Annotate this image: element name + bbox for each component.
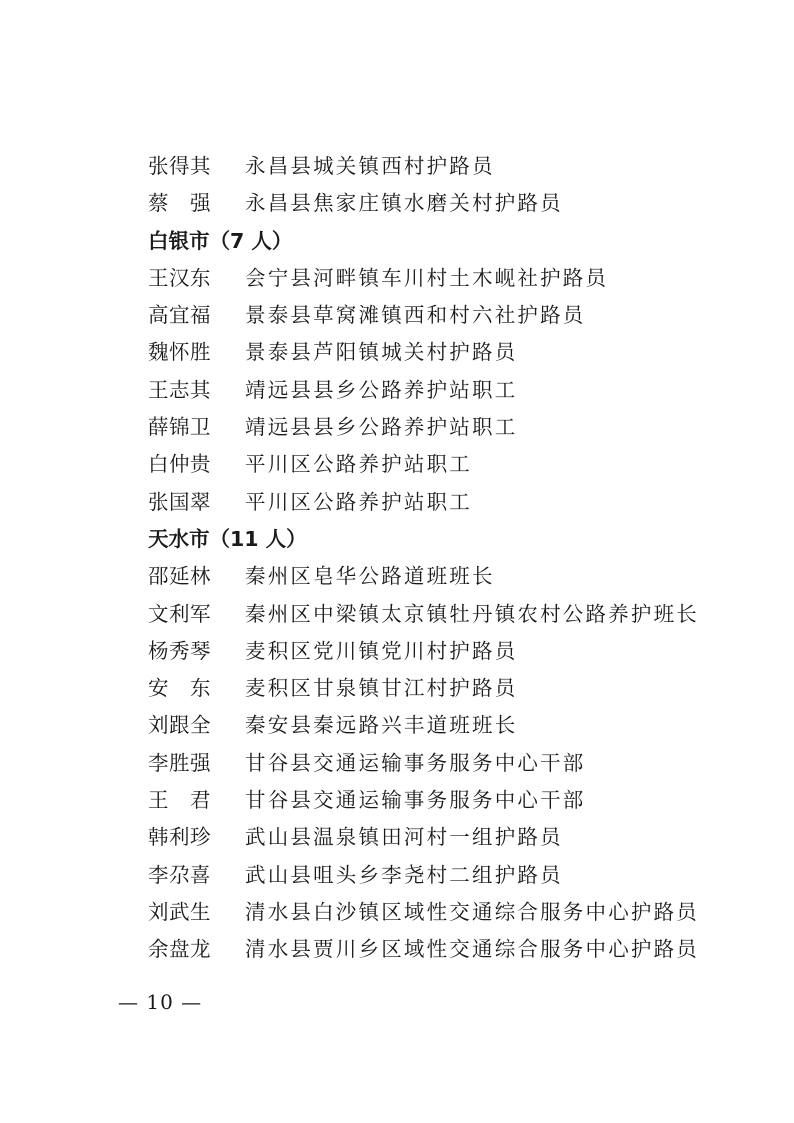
list-item <box>148 894 768 931</box>
person-unit: 麦积区党川镇党川村护路员 <box>245 638 518 663</box>
list-item <box>148 782 768 819</box>
person-unit: 靖远县县乡公路养护站职工 <box>245 377 518 402</box>
person-name: 蔡 强 <box>148 191 211 216</box>
person-unit: 景泰县芦阳镇城关村护路员 <box>245 340 518 365</box>
page-number: — 10 — <box>118 990 203 1014</box>
person-name: 魏怀胜 <box>148 340 211 365</box>
person-unit: 平川区公路养护站职工 <box>245 452 472 477</box>
person-name: 余盘龙 <box>148 937 211 962</box>
person-unit: 清水县贾川乡区域性交通综合服务中心护路员 <box>245 937 699 962</box>
list-item <box>148 409 768 446</box>
person-name: 杨秀琴 <box>148 638 211 663</box>
list-item <box>148 484 768 521</box>
person-unit: 秦安县秦远路兴丰道班班长 <box>245 713 518 738</box>
honoree-list <box>148 148 768 969</box>
person-unit: 平川区公路养护站职工 <box>245 489 472 514</box>
person-unit: 会宁县河畔镇车川村土木岘社护路员 <box>245 265 609 290</box>
person-name: 王志其 <box>148 377 211 402</box>
person-name: 刘跟全 <box>148 713 211 738</box>
list-item <box>148 185 768 222</box>
list-item <box>148 297 768 334</box>
person-name: 李尕喜 <box>148 862 211 887</box>
person-unit: 武山县温泉镇田河村一组护路员 <box>245 825 563 850</box>
list-item <box>148 670 768 707</box>
person-unit: 甘谷县交通运输事务服务中心干部 <box>245 750 586 775</box>
list-item <box>148 148 768 185</box>
person-name: 薛锦卫 <box>148 415 211 440</box>
list-item <box>148 745 768 782</box>
list-item <box>148 819 768 856</box>
person-name: 王 君 <box>148 788 211 813</box>
person-name: 王汉东 <box>148 265 211 290</box>
person-unit: 靖远县县乡公路养护站职工 <box>245 415 518 440</box>
list-item <box>148 372 768 409</box>
person-name: 韩利珍 <box>148 825 211 850</box>
person-unit: 秦州区皂华公路道班班长 <box>245 564 495 589</box>
person-name: 李胜强 <box>148 750 211 775</box>
person-name: 邵延林 <box>148 564 211 589</box>
list-item <box>148 260 768 297</box>
person-unit: 景泰县草窝滩镇西和村六社护路员 <box>245 303 586 328</box>
person-name: 张得其 <box>148 154 211 178</box>
group-heading: 白银市（7 人） <box>148 228 293 253</box>
list-item <box>148 707 768 744</box>
person-name: 张国翠 <box>148 489 211 514</box>
person-unit: 清水县白沙镇区域性交通综合服务中心护路员 <box>245 899 699 924</box>
person-name: 安 东 <box>148 676 211 701</box>
list-item <box>148 558 768 595</box>
list-item <box>148 931 768 968</box>
person-unit: 永昌县城关镇西村护路员 <box>245 154 495 178</box>
person-unit: 甘谷县交通运输事务服务中心干部 <box>245 788 586 813</box>
person-name: 文利军 <box>148 601 211 626</box>
list-item <box>148 633 768 670</box>
list-item <box>148 446 768 483</box>
person-name: 刘武生 <box>148 899 211 924</box>
list-item <box>148 334 768 371</box>
list-item <box>148 596 768 633</box>
list-item <box>148 857 768 894</box>
person-name: 白仲贵 <box>148 452 211 477</box>
person-unit: 武山县咀头乡李尧村二组护路员 <box>245 862 563 887</box>
person-unit: 麦积区甘泉镇甘江村护路员 <box>245 676 518 701</box>
group-heading: 天水市（11 人） <box>148 526 307 551</box>
person-unit: 永昌县焦家庄镇水磨关村护路员 <box>245 191 563 216</box>
person-unit: 秦州区中梁镇太京镇牡丹镇农村公路养护班长 <box>245 601 699 626</box>
person-name: 高宜福 <box>148 303 211 328</box>
